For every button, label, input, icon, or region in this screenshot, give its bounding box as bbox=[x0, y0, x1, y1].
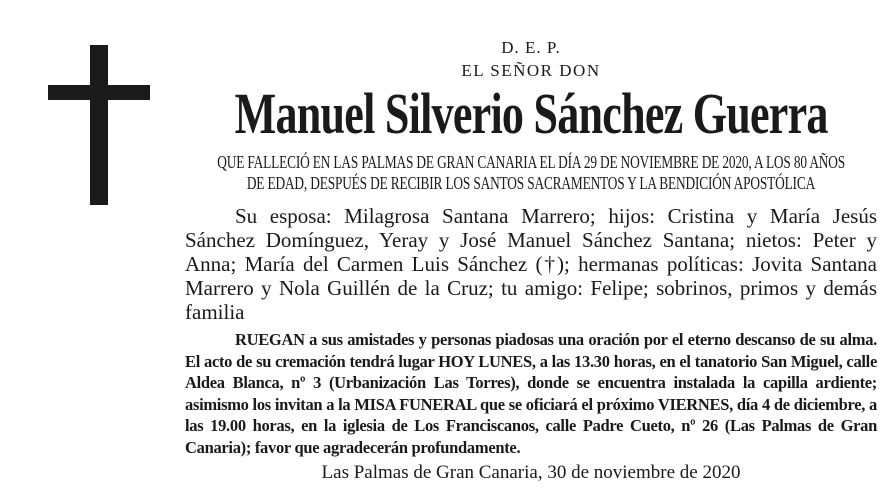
death-details-row bbox=[185, 152, 877, 173]
death-details-line-1: QUE FALLECIÓ EN LAS PALMAS DE GRAN CANARIA EL DÍA 29 DE NOVIEMBRE DE 2020, A LOS 80 AÑOS bbox=[217, 152, 845, 172]
honorific-line: EL SEÑOR DON bbox=[461, 61, 601, 80]
latin-cross-icon bbox=[48, 45, 150, 205]
place-date-line: Las Palmas de Gran Canaria, 30 de noviembre de 2020 bbox=[321, 462, 741, 483]
obituary-text-column bbox=[185, 38, 877, 484]
death-details-row bbox=[185, 173, 877, 194]
deceased-name: Manuel Silverio Sánchez Guerra bbox=[234, 80, 828, 146]
death-details bbox=[185, 152, 877, 194]
dep-heading: D. E. P. bbox=[501, 38, 561, 57]
family-paragraph: Su esposa: Milagrosa Santana Marrero; hijos: Cristina y María Jesús Sánchez Domínguez, Yeray y José Manuel Sánchez Santana; nietos: Peter y Anna; María del Carmen Luis Sánchez (†); hermanas políticas: Jovita Santana Marrero y Nola Guillén de la Cruz; tu amigo: Felipe; sobrinos, primos y demás familia bbox=[185, 204, 877, 324]
deceased-name-row bbox=[185, 80, 877, 146]
cross-horizontal-bar bbox=[48, 85, 150, 100]
cross-vertical-bar bbox=[90, 45, 108, 205]
death-details-line-2: DE EDAD, DESPUÉS DE RECIBIR LOS SANTOS SACRAMENTOS Y LA BENDICIÓN APOSTÓLICA bbox=[246, 173, 816, 193]
funeral-notice-paragraph: RUEGAN a sus amistades y personas piadosas una oración por el eterno descanso de su alma. El acto de su cremación tendrá lugar HOY LUNES, a las 13.30 horas, en el tanatorio San Miguel, calle Aldea Blanca, nº 3 (Urbanización Las Torres), donde se encuentra instalada la capilla ardiente; asimismo los invitan a la MISA FUNERAL que se oficiará el próximo VIERNES, día 4 de diciembre, a las 19.00 horas, en la iglesia de Los Franciscanos, calle Padre Cueto, nº 26 (Las Palmas de Gran Canaria); favor que agradecerán profundamente. bbox=[185, 330, 877, 457]
